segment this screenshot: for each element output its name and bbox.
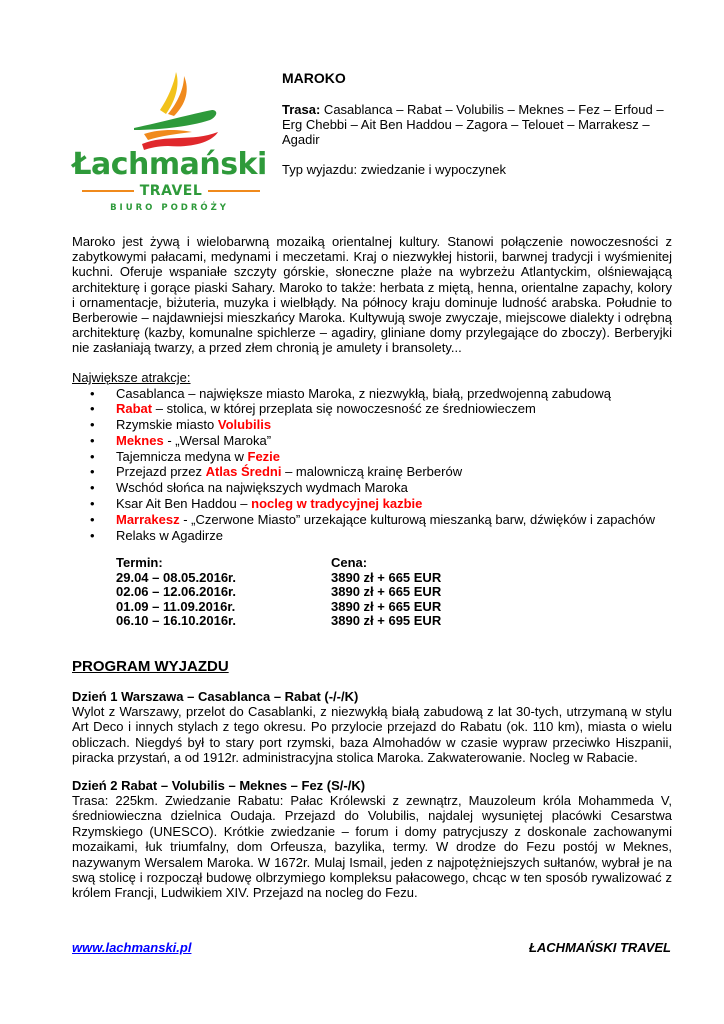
attraction-highlight: Fezie: [247, 448, 281, 464]
trip-price: 3890 zł + 665 EUR: [331, 569, 442, 585]
attraction-text: - „Czerwone Miasto” urzekające kulturową mieszanką barw, dźwięków i zapachów: [179, 511, 656, 527]
trip-price: 3890 zł + 665 EUR: [331, 598, 442, 614]
attraction-text: - „Wersal Maroka”: [163, 432, 272, 448]
sailboat-logo-icon: [72, 70, 267, 150]
logo-travel-text: TRAVEL: [139, 183, 203, 199]
attraction-item: [72, 512, 672, 528]
company-logo: [72, 70, 267, 220]
attraction-highlight: nocleg w tradycyjnej kazbie: [251, 496, 423, 512]
attraction-item: [72, 433, 672, 449]
attraction-highlight: Marrakesz: [116, 511, 180, 527]
trip-header: [282, 70, 672, 177]
attraction-highlight: Atlas Średni: [205, 464, 282, 480]
attraction-item: [72, 401, 672, 417]
dates-prices-table: [116, 556, 516, 629]
program-heading: PROGRAM WYJAZDU: [72, 658, 229, 675]
attraction-item: [72, 464, 672, 480]
attraction-highlight: Rabat: [116, 401, 153, 417]
attraction-text: Wschód słońca na największych wydmach Maroka: [116, 480, 408, 496]
attraction-text: – malowniczą krainę Berberów: [281, 464, 463, 480]
attraction-text: Casablanca – największe miasto Maroka, z niezwykłą, białą, przedwojenną zabudową: [116, 385, 611, 401]
day-title: Dzień 2 Rabat – Volubilis – Meknes – Fez (S/-/K): [72, 778, 366, 793]
trip-date: 29.04 – 08.05.2016r.: [116, 569, 237, 585]
attraction-text: Rzymskie miasto: [116, 417, 218, 433]
attractions-list: [72, 386, 672, 544]
table-row: [116, 585, 516, 600]
footer-brand: ŁACHMAŃSKI TRAVEL: [528, 940, 671, 955]
attraction-text: Przejazd przez: [116, 464, 206, 480]
route-text: Casablanca – Rabat – Volubilis – Meknes – Fez – Erfoud – Erg Chebbi – Ait Ben Haddou – Zagora – Telouet – Marrakesz – Agadir: [282, 102, 664, 147]
table-row: [116, 614, 516, 629]
attraction-text: Tajemnicza medyna w: [116, 448, 248, 464]
trip-date: 06.10 – 16.10.2016r.: [116, 613, 237, 628]
page-title: MAROKO: [282, 70, 346, 86]
attraction-item: [72, 449, 672, 465]
attraction-item: [72, 528, 672, 544]
date-column-header: Termin:: [116, 555, 163, 570]
trip-date: 01.09 – 11.09.2016r.: [116, 598, 236, 614]
table-header-row: [116, 556, 516, 571]
attraction-item: [72, 417, 672, 433]
table-row: [116, 571, 516, 586]
attraction-item: [72, 496, 672, 512]
logo-divider: [82, 190, 134, 192]
logo-brand-name: Łachmański: [72, 147, 267, 182]
day-title: Dzień 1 Warszawa – Casablanca – Rabat (-/-/K): [72, 689, 359, 704]
attraction-item: [72, 386, 672, 402]
program-day: [72, 778, 672, 901]
day-description: Trasa: 225km. Zwiedzanie Rabatu: Pałac Królewski z zewnątrz, Mauzoleum króla Mohammeda V, średniowieczna dzielnica Oudaja. Przejazd do Volubilis, najdalej wysuniętej placówki Cesarstwa Rzymskiego (UNESCO). Krótkie zwiedzanie – forum i domy patrycjuszy z doskonale zachowanymi mozaikami, łuk triumfalny, dom Orfeusza, bazylika, termy. W drodze do Fezu postój w Meknes, nazywanym Wersalem Maroka. W 1672r. Mulaj Ismail, jeden z najpotężniejszych sułtanów, wybrał je na swą stolicę i rozpoczął budowę olbrzymiego kompleksu pałacowego, chcąc w ten sposób rywalizować z królem Francji, Ludwikiem XIV. Przejazd na nocleg do Fezu.: [72, 793, 672, 901]
trip-price: 3890 zł + 665 EUR: [331, 584, 442, 599]
attraction-text: – stolica, w której przeplata się nowoczesność ze średniowieczem: [152, 401, 536, 417]
attraction-highlight: Meknes: [116, 432, 164, 448]
attractions-section: [72, 370, 672, 543]
attraction-text: Relaks w Agadirze: [116, 527, 223, 543]
logo-divider: [208, 190, 260, 192]
route-label: Trasa:: [282, 102, 321, 117]
trip-date: 02.06 – 12.06.2016r.: [116, 584, 237, 599]
logo-subtitle: BIURO PODRÓŻY: [110, 203, 229, 213]
program-day: [72, 689, 672, 766]
logo-travel-row: [82, 182, 260, 200]
website-link[interactable]: www.lachmanski.pl: [72, 940, 192, 955]
attraction-highlight: Volubilis: [217, 417, 272, 433]
trip-type: Typ wyjazdu: zwiedzanie i wypoczynek: [282, 162, 506, 177]
price-column-header: Cena:: [331, 555, 368, 570]
trip-route: [282, 102, 672, 147]
attraction-item: [72, 480, 672, 496]
intro-paragraph: Maroko jest żywą i wielobarwną mozaiką orientalnej kultury. Stanowi połączenie nowoczesności z zabytkowymi pałacami, medynami i meczetami. Kraj o niezwykłej historii, barwnej tradycji i wyśmienitej kuchni. Oferuje wspaniałe szczyty górskie, słoneczne plaże na wybrzeżu Atlantyckim, olśniewającą architekturę i gorące piaski Sahary. Maroko to także: herbata z miętą, henna, orientalne zapachy, kolory i ornamentacje, biżuteria, muzyka i wielbłądy. Na północy kraju dominuje ludność arabska. Południe to Berberowie – najdawniejsi mieszkańcy Maroka. Kultywują swoje zwyczaje, miejscowe dialekty i odrębną architekturę (kazby, komunalne spichlerze – agadiry, gliniane domy przylegające do zboczy). Berberyjki nie zasłaniają twarzy, a przed złem chronią je amulety i bransolety...: [72, 234, 672, 356]
trip-price: 3890 zł + 695 EUR: [331, 613, 442, 628]
attraction-text: Ksar Ait Ben Haddou –: [116, 496, 252, 512]
table-row: [116, 600, 516, 615]
attractions-heading: Największe atrakcje:: [72, 370, 191, 385]
day-description: Wylot z Warszawy, przelot do Casablanki, z niezwykłą białą zabudową z lat 30-tych, utrzymaną w stylu Art Deco i innych stylach z tego okresu. Po przylocie przejazd do Rabatu (ok. 110 km), miasta o wielu obliczach. Niegdyś był to stary port rzymski, baza Almohadów w czasie wypraw przeciwko Hiszpanii, piracka przystań, a od 1912r. administracyjna stolica Maroka. Zakwaterowanie. Nocleg w Rabacie.: [72, 704, 672, 766]
